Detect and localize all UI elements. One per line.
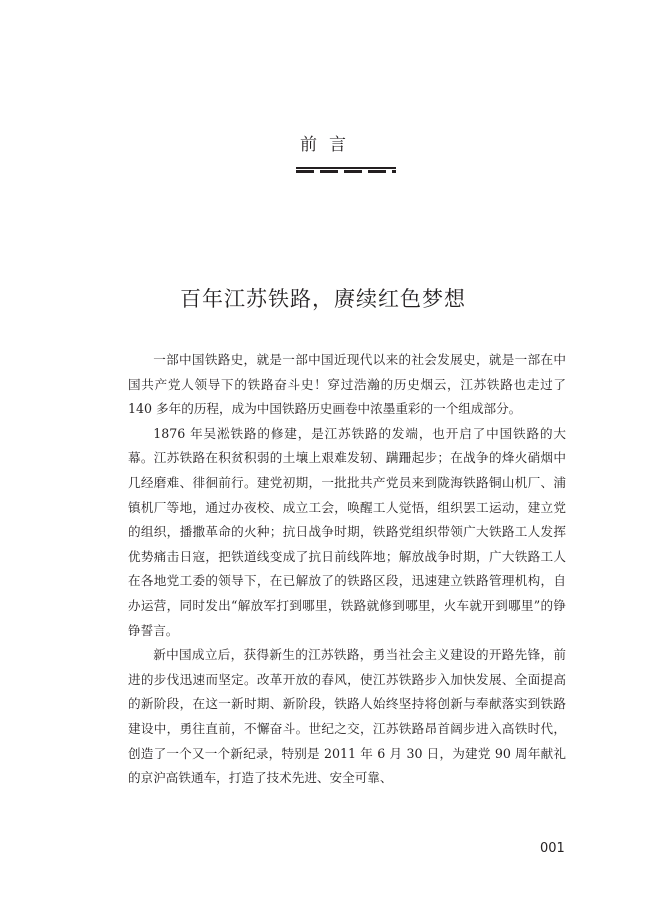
paragraph: 新中国成立后，获得新生的江苏铁路，勇当社会主义建设的开路先锋，前进的步伐迅速而坚定。改革开放的春风，使江苏铁路步入加快发展、全面提高的新阶段，在这一新时期、新阶段，铁路人始终坚持将创新与奉献落实到铁路建设中，勇往直前，不懈奋斗。世纪之交，江苏铁路昂首阔步进入高铁时代，创造了一个又一个新纪录，特别是 2011 年 6 月 30 日，为建党 90 周年献礼的京沪高铁通车，打造了技术先进、安全可靠、 (128, 647, 566, 786)
article-title: 百年江苏铁路，赓续红色梦想 (180, 287, 466, 311)
section-heading: 前言 (300, 135, 358, 155)
ornament-dash (368, 170, 386, 173)
ornament-top-line (296, 167, 396, 169)
page-number: 001 (540, 841, 565, 856)
ornament-dash (320, 170, 338, 173)
ornament-dash (296, 170, 314, 173)
body-text (128, 348, 566, 791)
paragraph: 1876 年吴淞铁路的修建，是江苏铁路的发端，也开启了中国铁路的大幕。江苏铁路在积贫积弱的土壤上艰难发轫、蹒跚起步；在战争的烽火硝烟中几经磨难、徘徊前行。建党初期，一批批共产党员来到陇海铁路铜山机厂、浦镇机厂等地，通过办夜校、成立工会，唤醒工人觉悟，组织罢工运动，建立党的组织，播撒革命的火种；抗日战争时期，铁路党组织带领广大铁路工人发挥优势痛击日寇，把铁道线变成了抗日前线阵地；解放战争时期，广大铁路工人在各地党工委的领导下，在已解放了的铁路区段，迅速建立铁路管理机构，自办运营，同时发出“解放军打到哪里，铁路就修到哪里，火车就开到哪里”的铮铮誓言。 (128, 425, 566, 638)
ornament-dash (344, 170, 362, 173)
heading-ornament-rule (296, 167, 396, 173)
paragraph: 一部中国铁路史，就是一部中国近现代以来的社会发展史，就是一部在中国共产党人领导下的铁路奋斗史！穿过浩瀚的历史烟云，江苏铁路也走过了 140 多年的历程，成为中国铁路历史画卷中浓墨重彩的一个组成部分。 (128, 352, 566, 417)
ornament-dash (392, 170, 396, 173)
